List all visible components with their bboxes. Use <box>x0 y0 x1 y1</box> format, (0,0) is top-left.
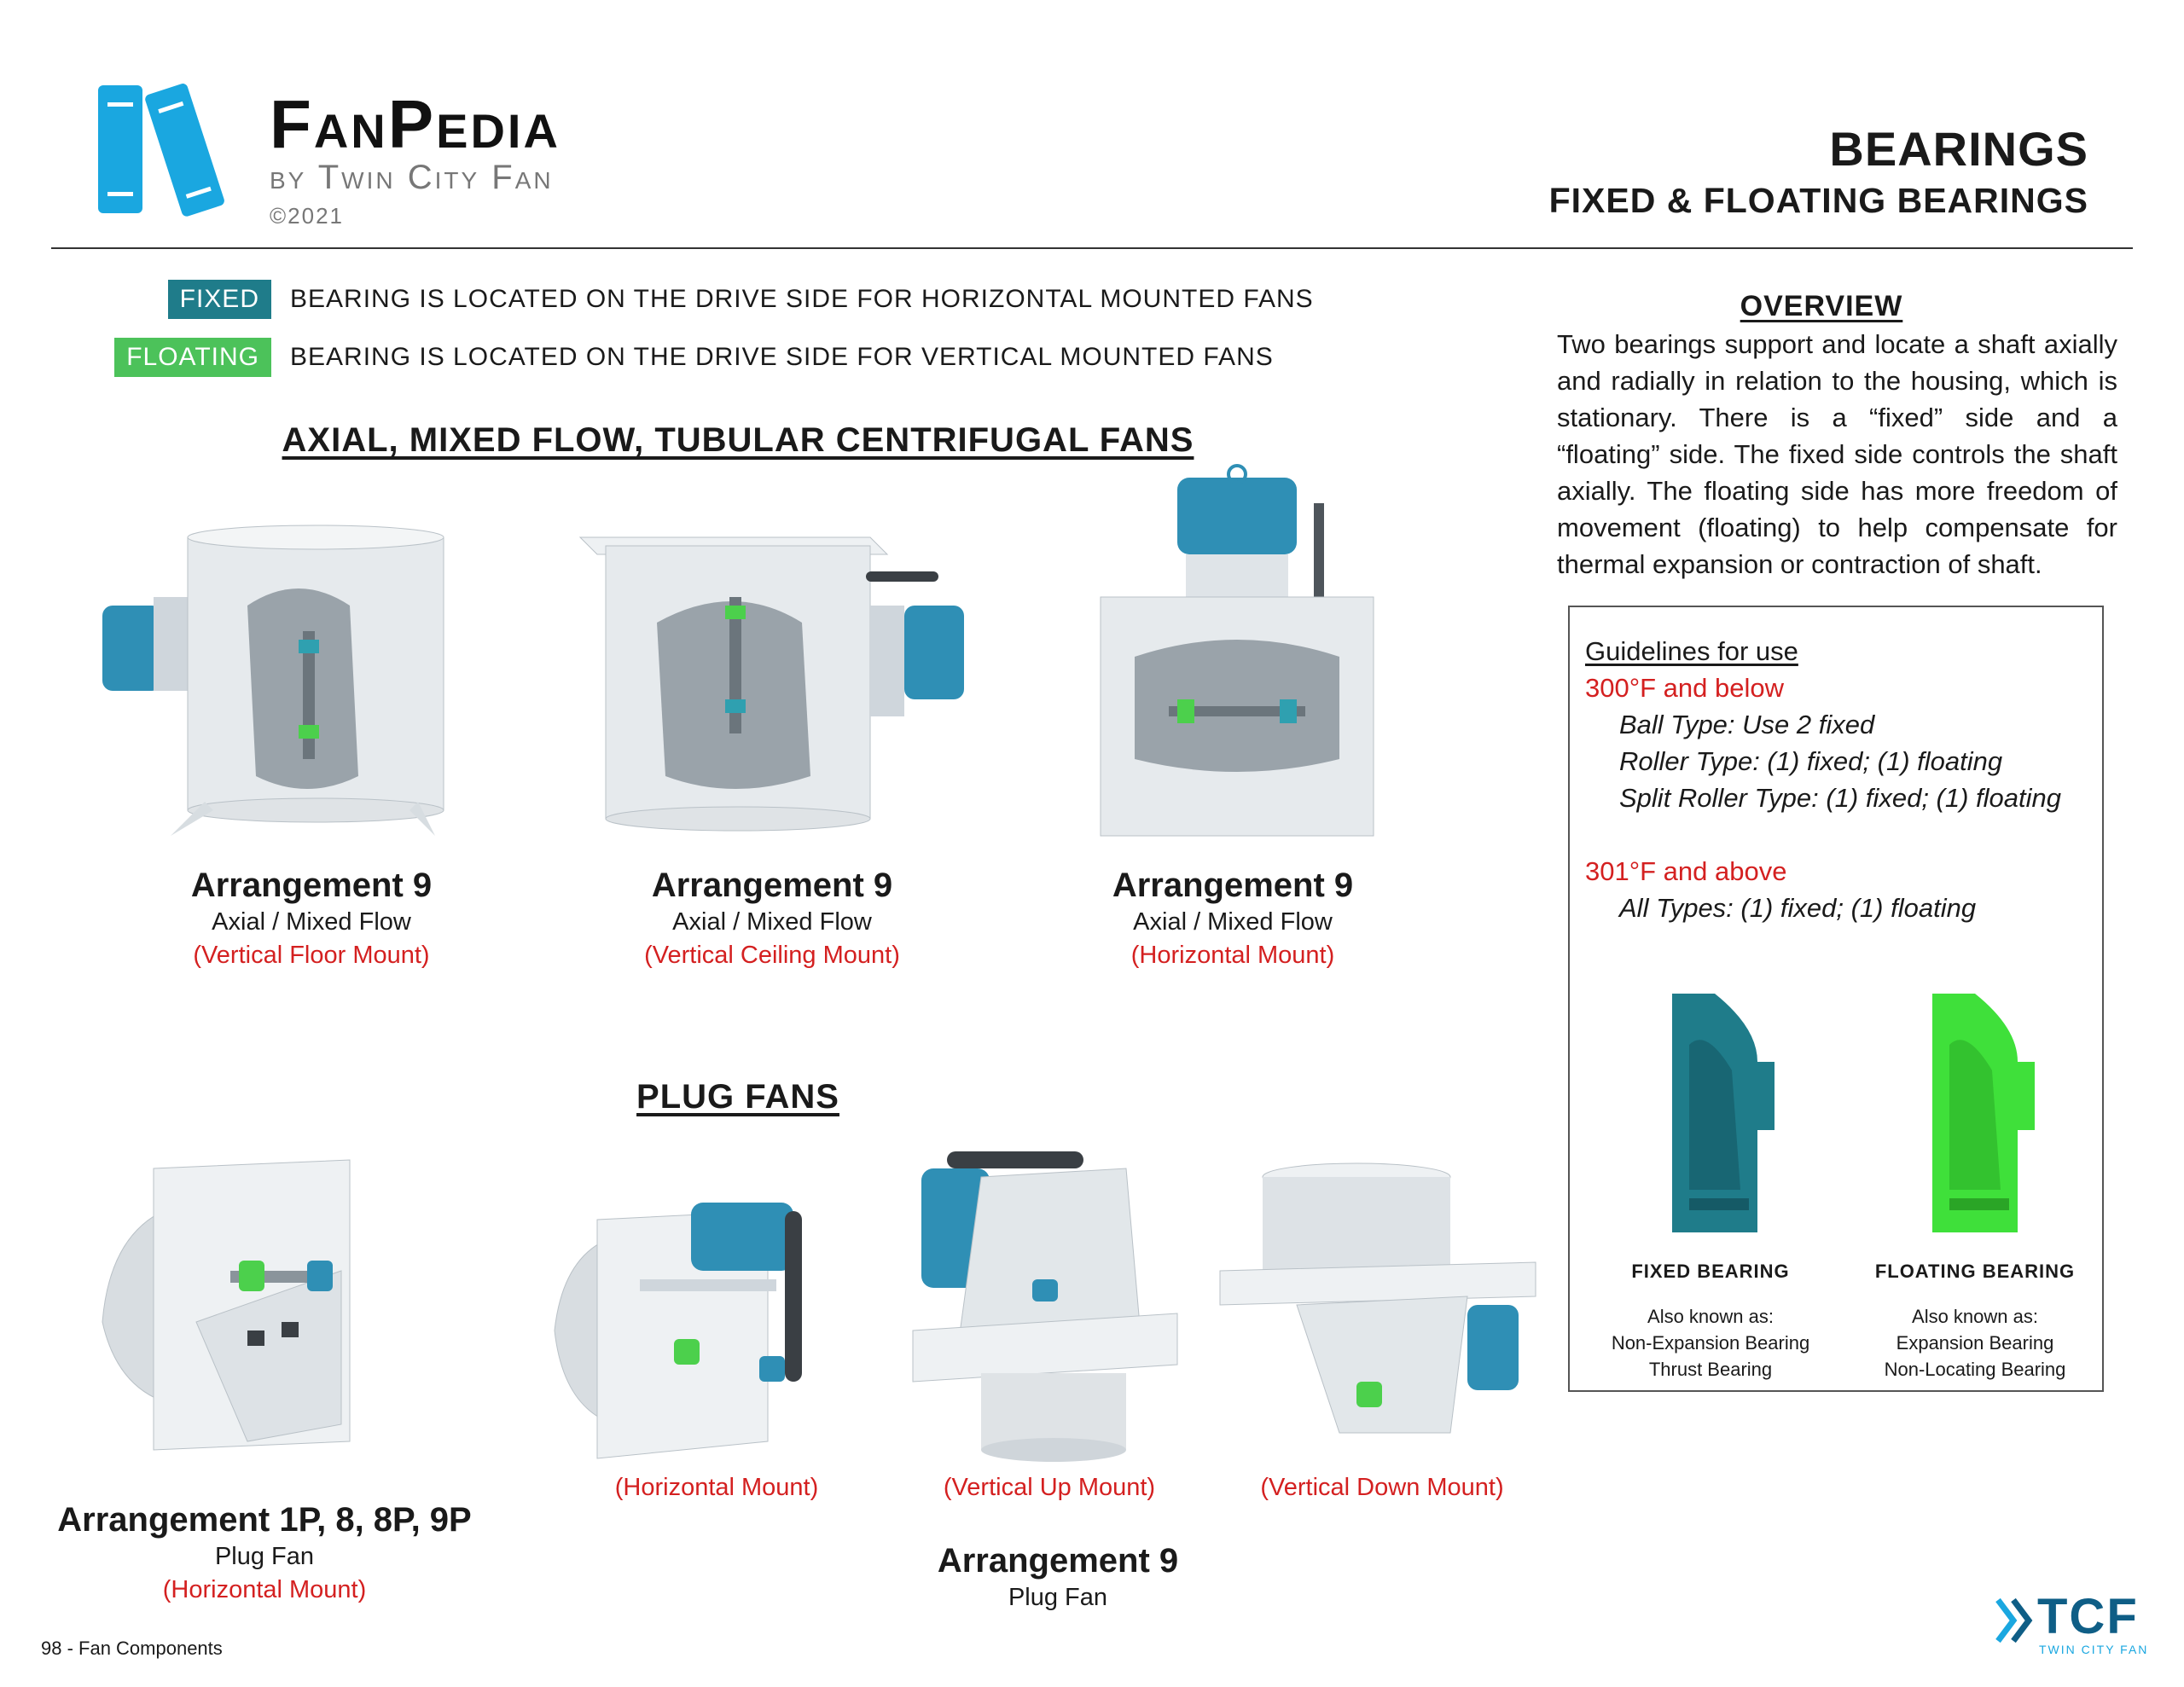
header-divider <box>51 247 2133 249</box>
plug-fan-vertical-down-mount-image <box>1211 1151 1553 1458</box>
guidelines-content <box>1585 633 2097 926</box>
axial-fan-3-type: Axial / Mixed Flow <box>1133 908 1333 936</box>
plug-fan-mount-vertical-down <box>1211 1474 1553 1502</box>
axial-section-title: AXIAL, MIXED FLOW, TUBULAR CENTRIFUGAL FANS <box>282 421 1194 459</box>
fanpedia-books-icon <box>94 77 239 222</box>
fixed-bearing-aka-item: Non-Expansion Bearing <box>1611 1332 1810 1354</box>
page-title: BEARINGS <box>1829 122 2088 176</box>
plug-fan-group-arrangement: Arrangement 9 <box>937 1542 1179 1580</box>
plug-fan-left-caption <box>34 1501 495 1604</box>
fixed-tag: FIXED <box>168 280 271 319</box>
axial-fan-horizontal-mount-image <box>1083 469 1391 844</box>
brand-name: FanPedia <box>270 86 561 162</box>
plug-fan-group-caption <box>853 1542 1263 1612</box>
axial-fan-2-type: Axial / Mixed Flow <box>672 908 872 936</box>
brand-byline: by Twin City Fan <box>270 159 554 196</box>
plug-fan-mount-vertical-up-text: (Vertical Up Mount) <box>943 1474 1156 1501</box>
brand-copyright: ©2021 <box>270 203 344 229</box>
axial-fan-1-mount: (Vertical Floor Mount) <box>193 942 430 969</box>
floating-bearing-label: FLOATING BEARING <box>1874 1261 2076 1282</box>
plug-fan-left-mount: (Horizontal Mount) <box>162 1576 367 1603</box>
plug-fan-mount-horizontal-text: (Horizontal Mount) <box>614 1474 819 1501</box>
overview-heading: OVERVIEW <box>1740 290 1903 322</box>
plug-fan-horizontal-mount-image <box>546 1186 853 1467</box>
plug-fan-mount-horizontal <box>546 1474 887 1502</box>
plug-fan-mount-vertical-down-text: (Vertical Down Mount) <box>1260 1474 1504 1501</box>
tcf-logo-subtext: TWIN CITY FAN <box>2039 1643 2149 1656</box>
floating-bearing-icon <box>1924 994 2043 1232</box>
guidelines-group1-title: 300°F and below <box>1585 673 1784 703</box>
tcf-logo-text: TCF <box>2037 1589 2139 1644</box>
axial-fan-3-caption <box>1024 867 1442 970</box>
guidelines-group1-item: Ball Type: Use 2 fixed <box>1619 710 1875 739</box>
tcf-chevrons-icon <box>1995 1597 2037 1644</box>
axial-fan-3-arrangement: Arrangement 9 <box>1112 867 1354 904</box>
page-subtitle: FIXED & FLOATING BEARINGS <box>1548 181 2088 220</box>
axial-fan-ceiling-mount-image <box>563 520 990 844</box>
plug-fan-vertical-up-mount-image <box>904 1143 1186 1467</box>
axial-fan-1-caption <box>102 867 520 970</box>
fixed-bearing-aka-title: Also known as: <box>1647 1306 1774 1327</box>
floating-tag: FLOATING <box>114 338 271 377</box>
plug-fan-left-arrangement: Arrangement 1P, 8, 8P, 9P <box>57 1501 472 1539</box>
fixed-bearing-aka <box>1587 1303 1834 1383</box>
guidelines-group2-title: 301°F and above <box>1585 856 1787 886</box>
fixed-bearing-label: FIXED BEARING <box>1631 1261 1790 1282</box>
guidelines-group1-item: Roller Type: (1) fixed; (1) floating <box>1619 746 2003 776</box>
axial-fan-1-arrangement: Arrangement 9 <box>190 867 433 904</box>
page-number: 98 - Fan Components <box>41 1638 223 1659</box>
overview-body: Two bearings support and locate a shaft axially and radially in relation to the housing, which is stationary. There is a “fixed” side and a “floating” side. The fixed side controls the shaft axially. The floating side has more freedom of movement (floating) to help compensate for thermal expansion or contraction of shaft. <box>1557 329 2117 579</box>
axial-fan-2-mount: (Vertical Ceiling Mount) <box>644 942 900 969</box>
fixed-bearing-icon <box>1664 994 1783 1232</box>
guidelines-group1-item: Split Roller Type: (1) fixed; (1) floating <box>1619 783 2062 813</box>
guidelines-heading: Guidelines for use <box>1585 636 1798 666</box>
plug-fan-mount-vertical-up <box>879 1474 1220 1502</box>
axial-fan-1-type: Axial / Mixed Flow <box>212 908 411 936</box>
plug-fan-left-type: Plug Fan <box>214 1543 315 1570</box>
floating-bearing-aka-item: Non-Locating Bearing <box>1884 1359 2066 1380</box>
fixed-legend-text: BEARING IS LOCATED ON THE DRIVE SIDE FOR HORIZONTAL MOUNTED FANS <box>290 285 1314 313</box>
guidelines-group2-item: All Types: (1) fixed; (1) floating <box>1619 893 1977 923</box>
axial-fan-floor-mount-image <box>94 520 461 844</box>
axial-fan-2-arrangement: Arrangement 9 <box>651 867 893 904</box>
axial-fan-3-mount: (Horizontal Mount) <box>1130 942 1335 969</box>
plug-section-title: PLUG FANS <box>636 1078 839 1116</box>
axial-fan-2-caption <box>563 867 981 970</box>
fixed-bearing-aka-item: Thrust Bearing <box>1648 1359 1773 1380</box>
floating-bearing-aka-title: Also known as: <box>1912 1306 2038 1327</box>
floating-bearing-aka-item: Expansion Bearing <box>1896 1332 2054 1354</box>
plug-fan-arrangement-1p-image <box>85 1151 392 1458</box>
plug-fan-group-type: Plug Fan <box>1008 1584 1108 1611</box>
floating-bearing-aka <box>1851 1303 2099 1383</box>
floating-legend-text: BEARING IS LOCATED ON THE DRIVE SIDE FOR VERTICAL MOUNTED FANS <box>290 343 1274 371</box>
